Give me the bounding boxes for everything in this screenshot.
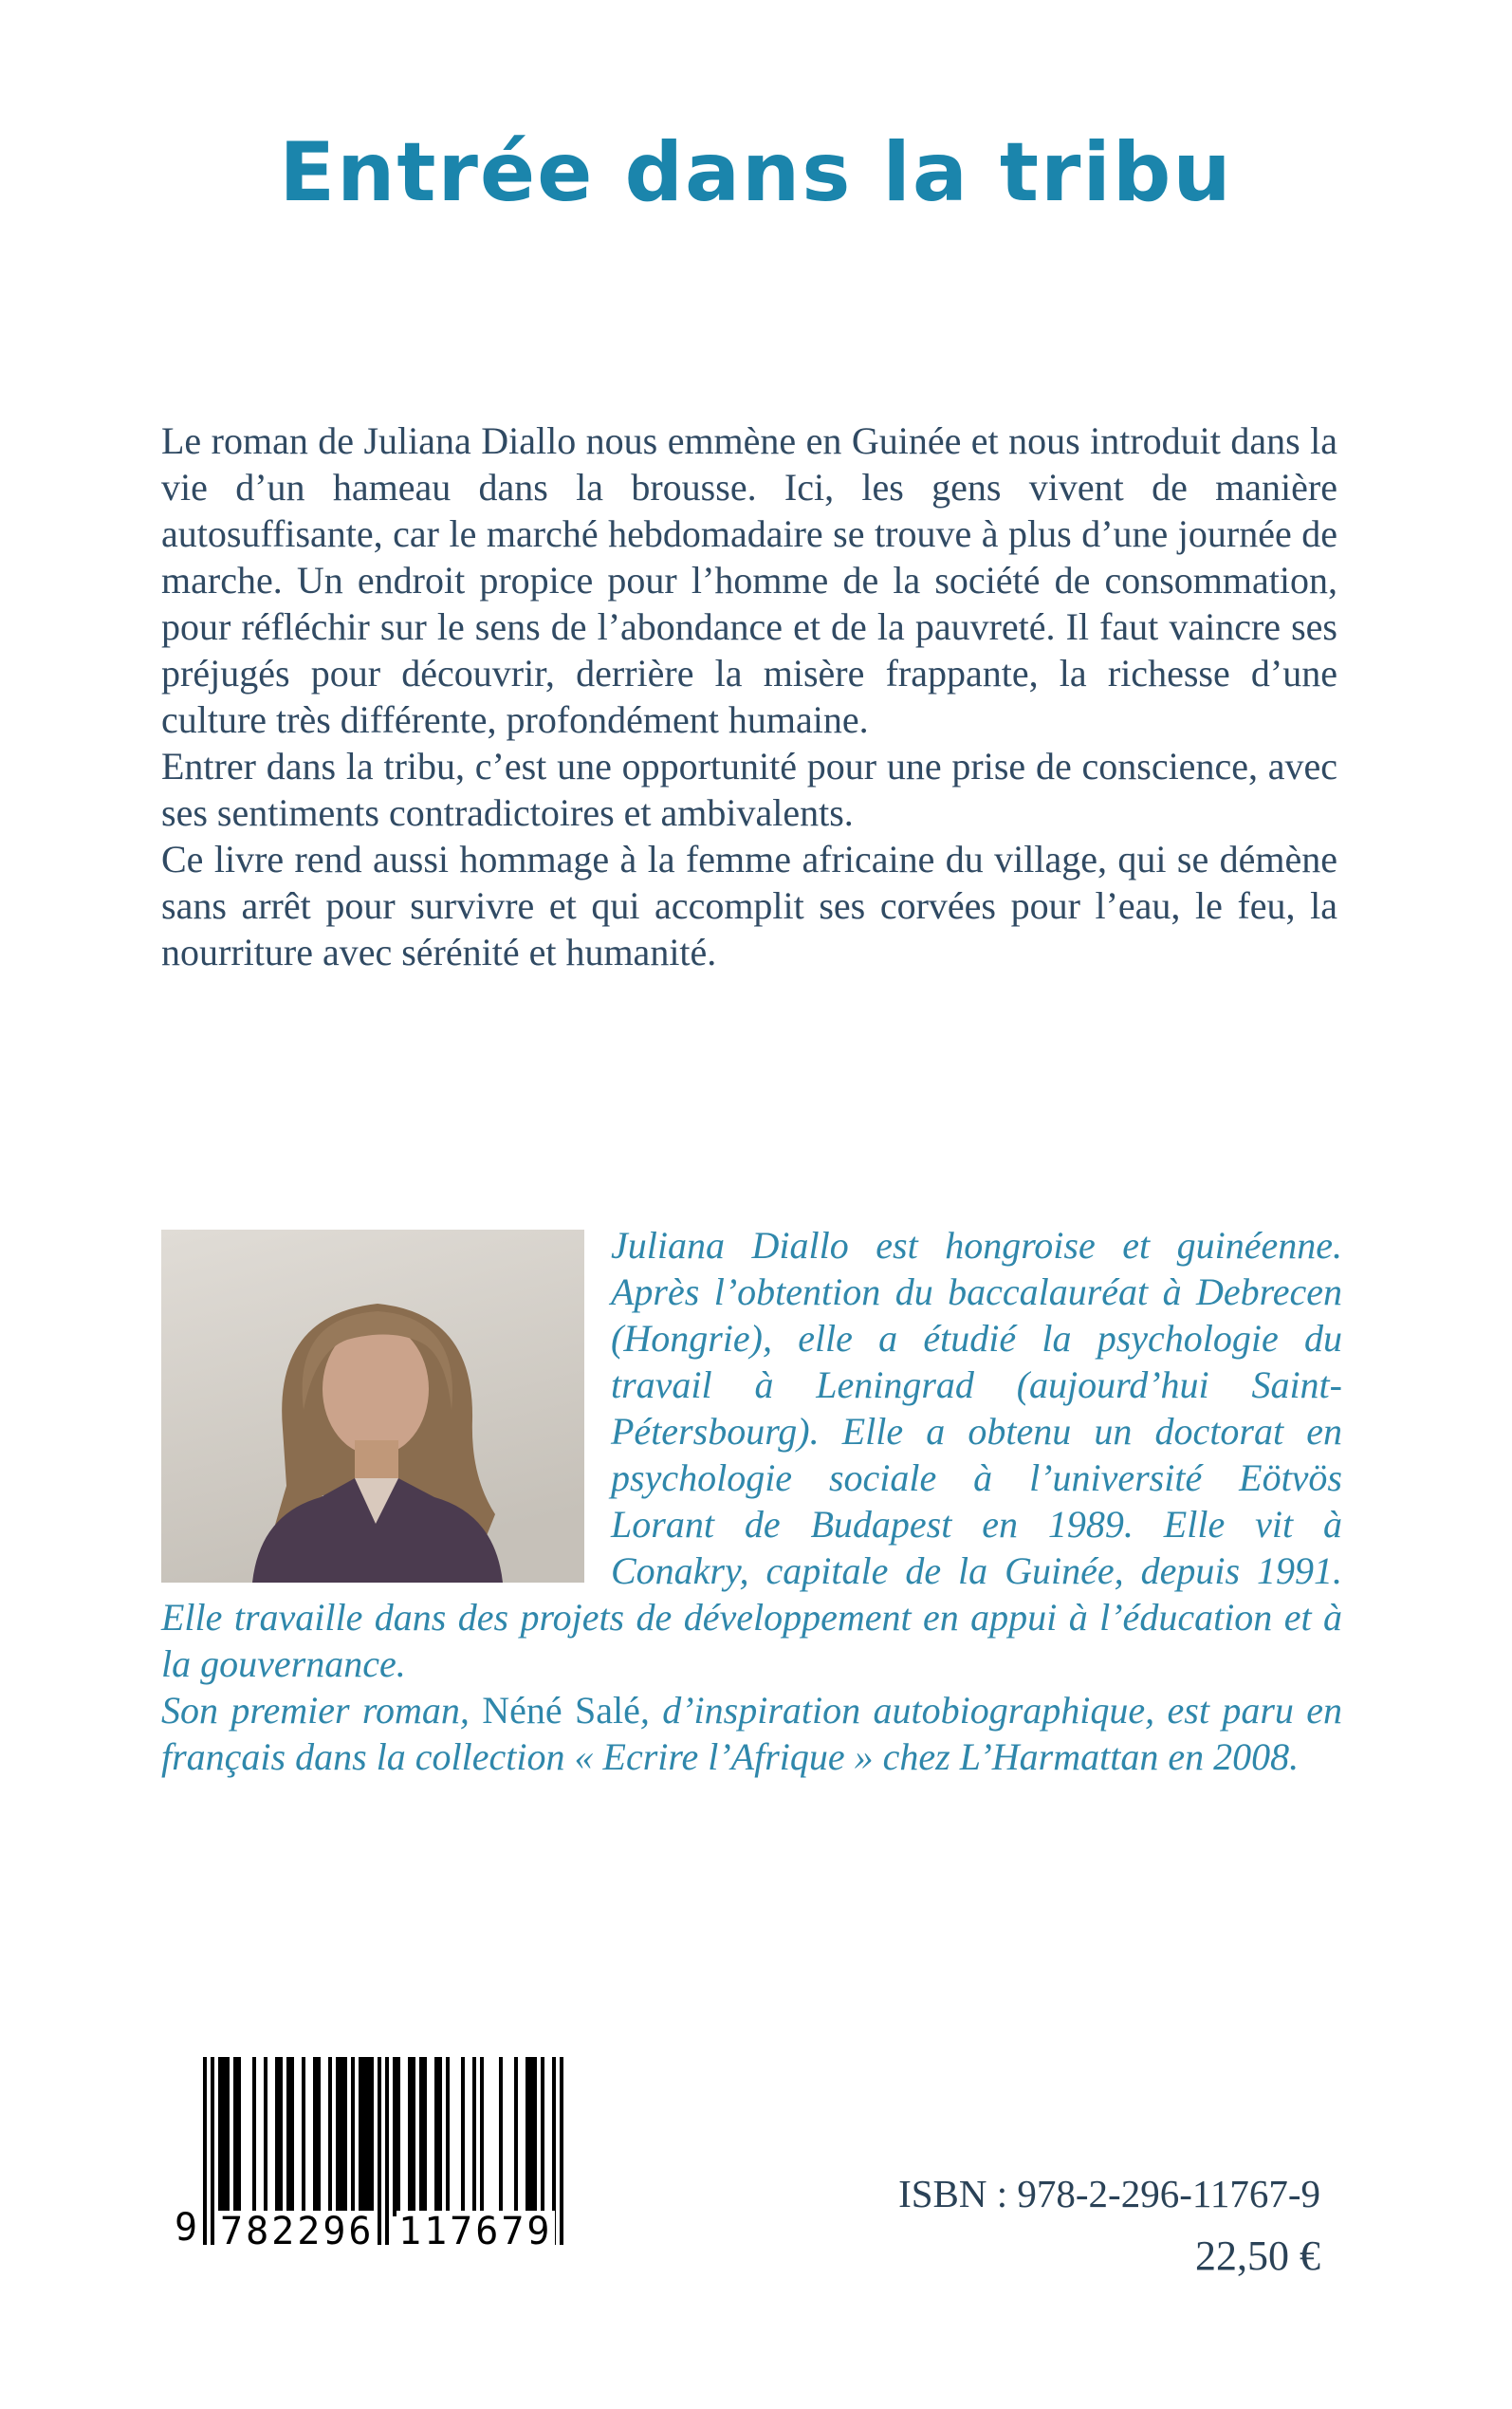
barcode-bar (446, 2057, 450, 2216)
barcode-bar (279, 2057, 283, 2216)
bio-paragraph-1: Juliana Diallo est hongroise et guinéenne. Après l’obtention du baccalauréat à Debrecen (Hongrie), elle a étudié la psychologie du travail à Leningrad (aujourd’hui Saint-Pétersbourg). Elle a obtenu un doctorat en psychologie sociale à l’université Eötvös Lorant de Budapest en 1989. Elle vit à Conakry, capitale de la Guinée, depuis 1991. Elle travaille dans des projets de développement en appui à l’éducation et à la gouvernance. (161, 1224, 1342, 1685)
barcode-bar (412, 2057, 415, 2216)
price-text: 22,50 € (1195, 2233, 1320, 2279)
barcode-bar (396, 2057, 400, 2216)
bio-part2-suffix: , d’inspiration autobiographique, est paru en français dans la collection « Ecrire l’Afrique » chez L’Harmattan en 2008. (161, 1689, 1343, 1778)
synopsis (161, 417, 1337, 975)
barcode-bar (560, 2057, 563, 2245)
isbn-text: ISBN : 978-2-296-11767-9 (898, 2172, 1320, 2215)
barcode-bar (328, 2057, 332, 2216)
barcode-bar (237, 2057, 241, 2216)
barcode-bar (203, 2057, 207, 2245)
barcode-digit-first: 9 (175, 2206, 201, 2250)
barcode-bar (438, 2057, 442, 2216)
barcode-bar (302, 2057, 305, 2216)
barcode-bar (343, 2057, 347, 2216)
barcode-bar (499, 2057, 503, 2216)
barcode-bar (211, 2057, 214, 2245)
barcode-bar (461, 2057, 465, 2216)
author-portrait-image (161, 1230, 584, 1583)
barcode-bar (378, 2057, 381, 2245)
barcode-bar (514, 2057, 518, 2216)
barcode-bar (480, 2057, 484, 2216)
barcode-bar (533, 2057, 537, 2216)
ean-barcode (176, 2057, 584, 2264)
barcode-digits-left: 782296 (220, 2210, 375, 2253)
synopsis-paragraph-2: Entrer dans la tribu, c’est une opportunité pour une prise de conscience, avec ses sentiments contradictoires et ambivalents. (161, 745, 1337, 834)
author-photo (161, 1230, 584, 1583)
barcode-digits-right: 117679 (398, 2210, 553, 2253)
barcode-bar (370, 2057, 374, 2216)
barcode-bar (317, 2057, 321, 2216)
synopsis-paragraph-1: Le roman de Juliana Diallo nous emmène en Guinée et nous introduit dans la vie d’un hameau dans la brousse. Ici, les gens vivent de manière autosuffisante, car le marché hebdomadaire se trouve à plus d’une journée de marche. Un endroit propice pour l’homme de la société de consommation, pour réfléchir sur le sens de l’abondance et de la pauvreté. Il faut vaincre ses préjugés pour découvrir, derrière la misère frappante, la richesse d’une culture très différente, profondément humaine. (161, 419, 1337, 741)
author-bio (161, 1222, 1342, 1780)
synopsis-paragraph-3: Ce livre rend aussi hommage à la femme africaine du village, qui se démène sans arrêt pour survivre et qui accomplit ses corvées pour l’eau, le feu, la nourriture avec sérénité et humanité. (161, 838, 1337, 973)
bio-book-title: Néné Salé (482, 1689, 640, 1732)
barcode-bar (423, 2057, 427, 2216)
barcode-bar (541, 2057, 544, 2216)
barcode-bar (264, 2057, 267, 2216)
barcode-bar (252, 2057, 256, 2216)
bio-part2-prefix: Son premier roman, (161, 1689, 483, 1732)
barcode-bar (472, 2057, 476, 2216)
book-title: Entrée dans la tribu (279, 125, 1233, 220)
bio-paragraph-2 (161, 1687, 1342, 1780)
barcode-bar (385, 2057, 389, 2245)
barcode-bar (226, 2057, 230, 2216)
barcode-bar (351, 2057, 355, 2216)
barcode-bar (290, 2057, 294, 2216)
